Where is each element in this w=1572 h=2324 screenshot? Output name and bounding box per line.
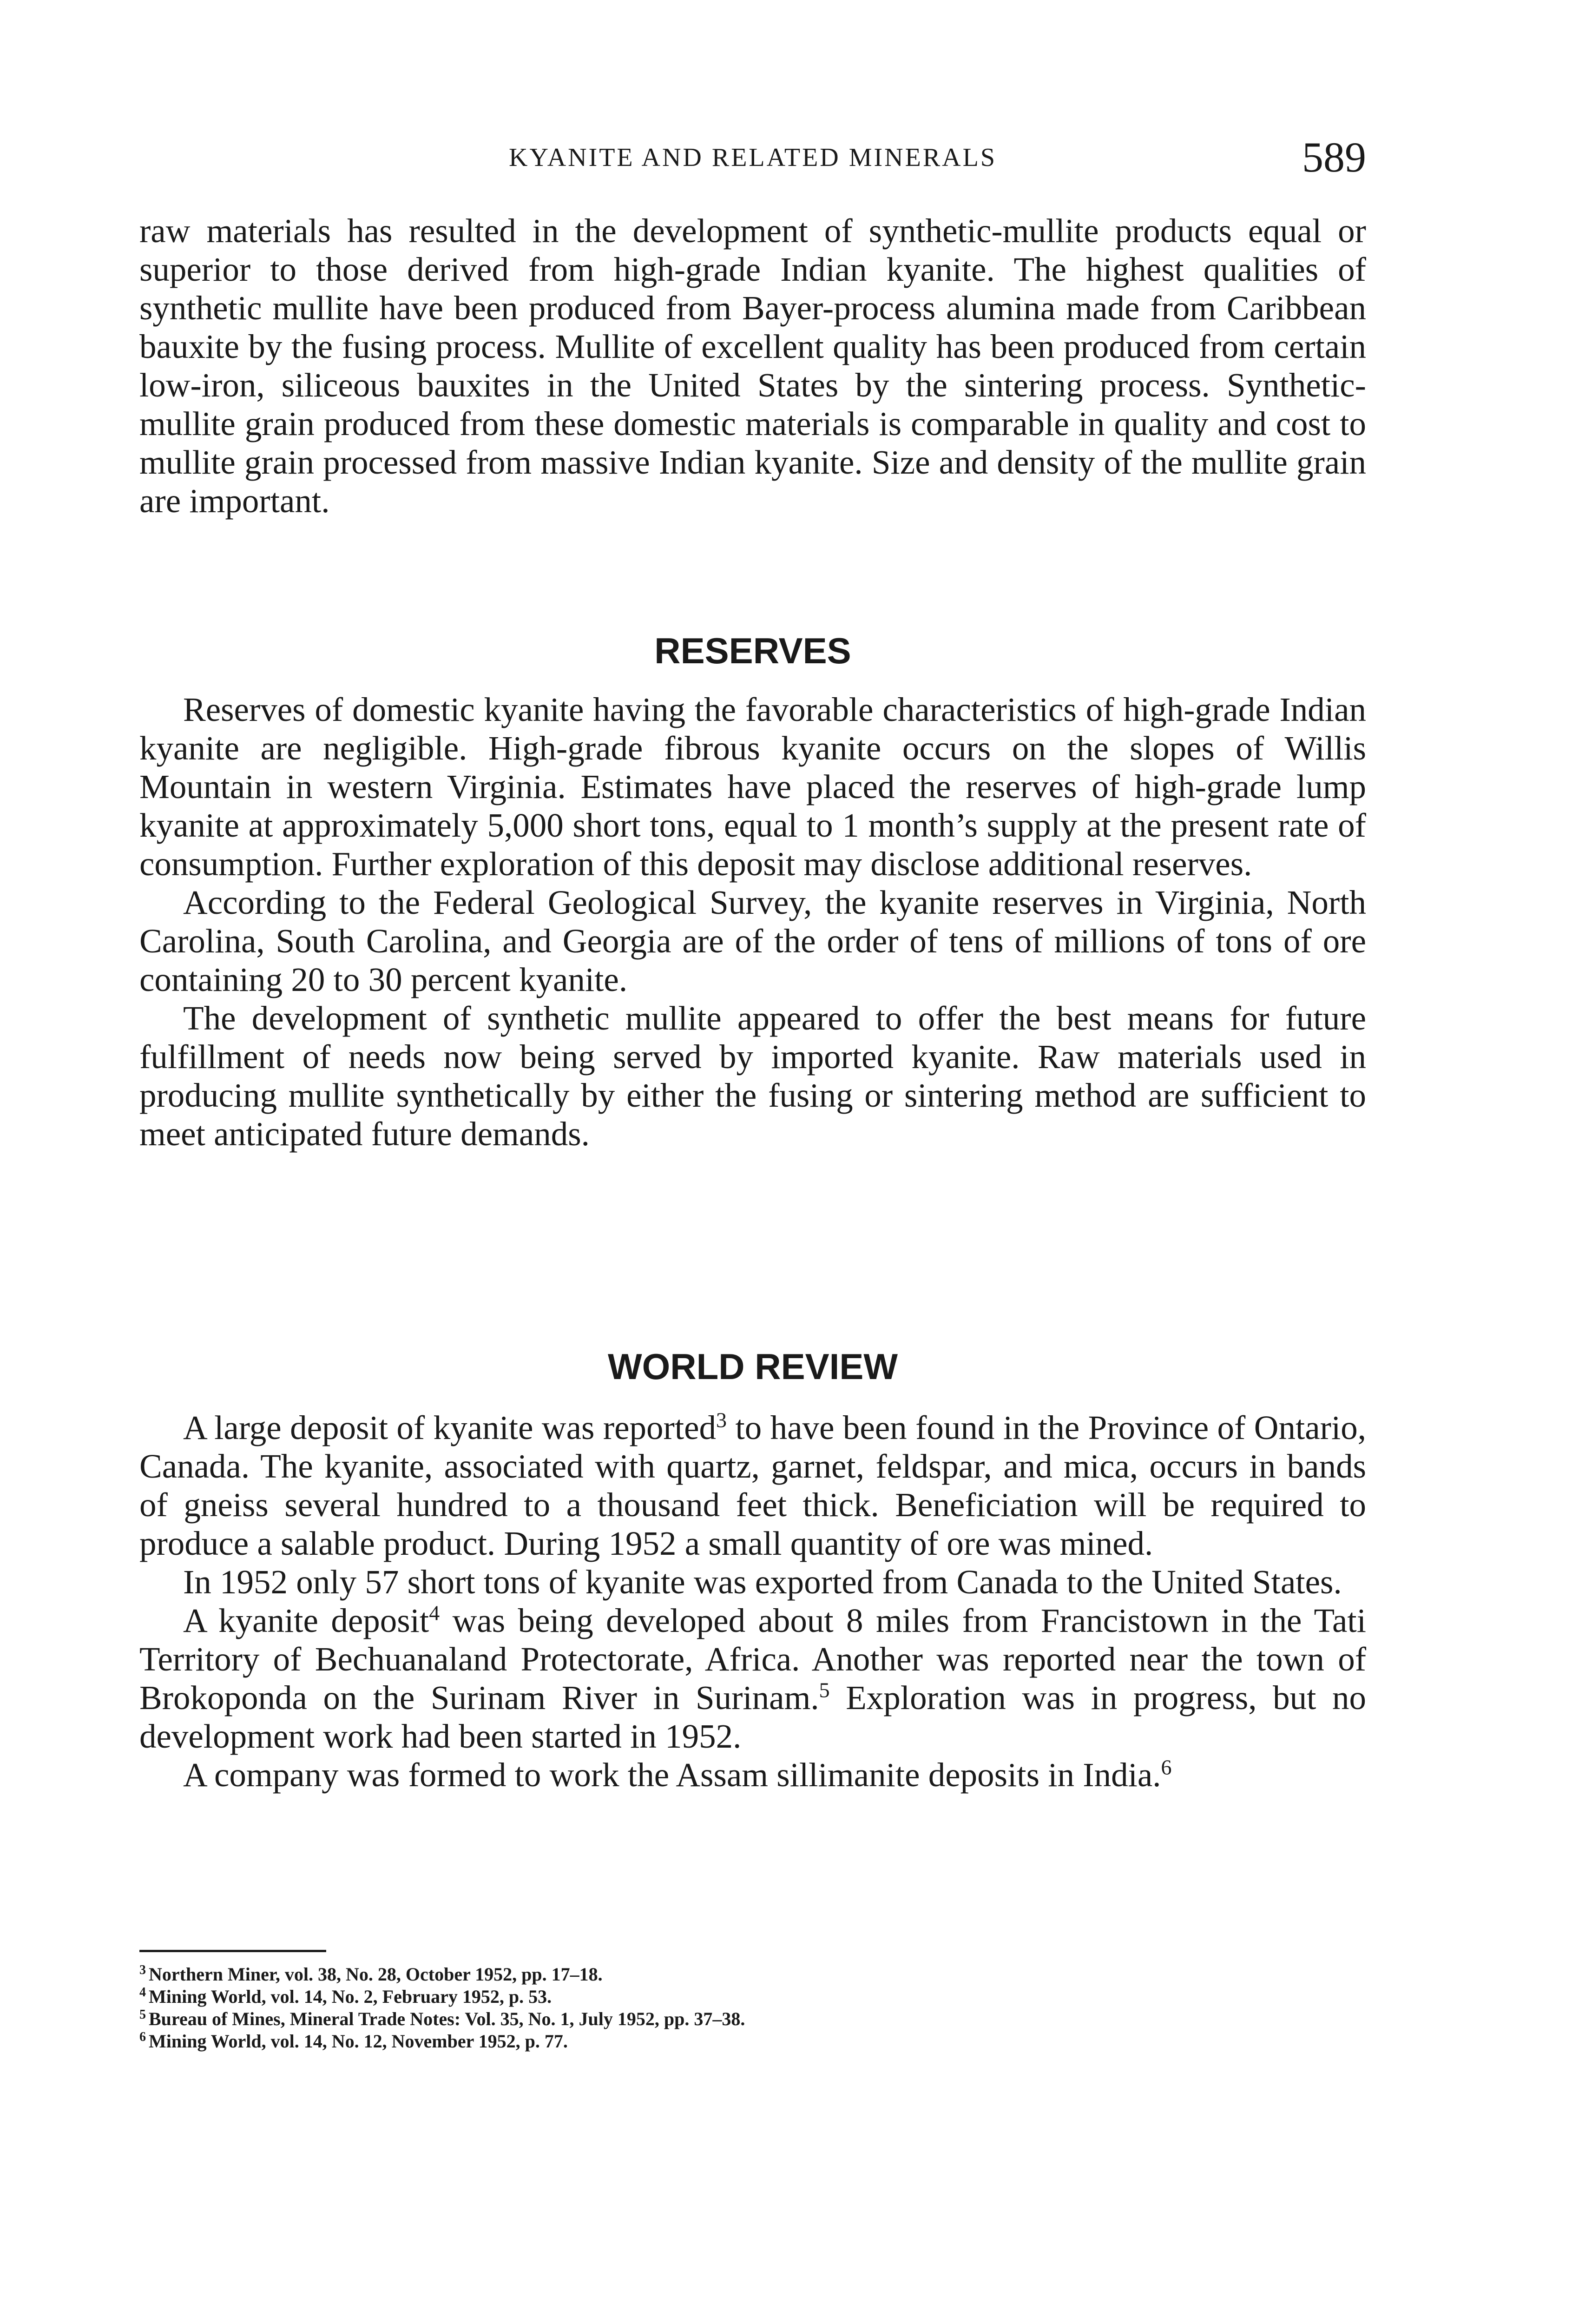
running-title: KYANITE AND RELATED MINERALS [509,143,997,172]
footnote-3 [139,1963,1366,1986]
footnote-text: Northern Miner, vol. 38, No. 28, October 1952, pp. 17–18. [149,1964,603,1985]
reserves-paragraph-3: The development of synthetic mullite appeared to offer the best means for future fulfillment of needs now being served by imported kyanite. Raw materials used in producing mullite synthetically by either the fusing or sintering method are sufficient to meet anticipated future demands. [139,999,1366,1153]
footnote-text: Bureau of Mines, Mineral Trade Notes: Vol. 35, No. 1, July 1952, pp. 37–38. [149,2008,745,2029]
reserves-heading: RESERVES [654,630,851,671]
footnote-mark: 6 [139,2029,146,2044]
footnote-mark: 3 [139,1962,146,1977]
footnotes [139,1963,1366,2053]
world-review-heading: WORLD REVIEW [608,1346,898,1387]
world-review-p1-text-b: to have been found in the Province of Ontario, Canada. The kyanite, associated with quartz, garnet, feldspar, and mica, occurs in bands of gneiss several hundred to a thousand feet thick. Beneficiation will be required to produce a salable product. During 1952 a small quantity of ore was mined. [139,1409,1366,1562]
running-header [139,132,1366,184]
intro-paragraph: raw materials has resulted in the development of synthetic-mullite products equal or superior to those derived from high-grade Indian kyanite. The highest qualities of synthetic mullite have been produced from Bayer-process alumina made from Caribbean bauxite by the fusing process. Mullite of excellent quality has been produced from certain low-iron, siliceous bauxites in the United States by the sintering process. Synthetic-mullite grain produced from these domestic materials is comparable in quality and cost to mullite grain processed from massive Indian kyanite. Size and density of the mullite grain are important. [139,212,1366,520]
footnote-text: Mining World, vol. 14, No. 2, February 1952, p. 53. [149,1986,552,2007]
world-review-p3-text-a: A kyanite deposit [183,1602,429,1639]
footnote-ref-5: 5 [819,1678,830,1702]
world-review-p3-text-b: was being developed about 8 miles from Francistown in the Tati Territory of Bechuanaland Protectorate, Africa. Another was reported near the town of Brokoponda on the Surinam River in Surinam. [139,1602,1366,1717]
page-number: 589 [1302,133,1366,181]
footnote-mark: 5 [139,2007,146,2022]
intro-section [139,211,1366,520]
world-review-paragraph-4 [139,1756,1366,1794]
footnote-ref-3: 3 [716,1408,727,1432]
footnote-text: Mining World, vol. 14, No. 12, November 1952, p. 77. [149,2031,568,2052]
world-review-paragraph-3 [139,1601,1366,1756]
world-review-body [139,1408,1366,1794]
footnote-5 [139,2008,1366,2030]
footnote-ref-6: 6 [1161,1755,1172,1779]
world-review-section [139,1346,1366,1387]
reserves-paragraph-1: Reserves of domestic kyanite having the favorable characteristics of high-grade Indian kyanite are negligible. High-grade fibrous kyanite occurs on the slopes of Willis Mountain in western Virginia. Estimates have placed the reserves of high-grade lump kyanite at approximately 5,000 short tons, equal to 1 month’s supply at the present rate of consumption. Further exploration of this deposit may disclose additional reserves. [139,691,1366,883]
footnote-6 [139,2030,1366,2053]
world-review-p1-text-a: A large deposit of kyanite was reported [183,1409,717,1446]
footnote-4 [139,1986,1366,2008]
footnote-ref-4: 4 [429,1601,440,1625]
reserves-paragraph-2: According to the Federal Geological Survey, the kyanite reserves in Virginia, North Carolina, South Carolina, and Georgia are of the order of tens of millions of tons of ore containing 20 to 30 percent kyanite. [139,884,1366,998]
footnote-mark: 4 [139,1985,146,2000]
world-review-p4-text-a: A company was formed to work the Assam sillimanite deposits in India. [183,1756,1161,1794]
world-review-p3-text-c: Exploration was in progress, but no development work had been started in 1952. [139,1679,1366,1755]
reserves-body [139,690,1366,1153]
world-review-paragraph-1 [139,1408,1366,1563]
reserves-section [139,630,1366,672]
world-review-paragraph-2: In 1952 only 57 short tons of kyanite was exported from Canada to the United States. [183,1563,1342,1601]
footnote-rule [139,1950,326,1952]
